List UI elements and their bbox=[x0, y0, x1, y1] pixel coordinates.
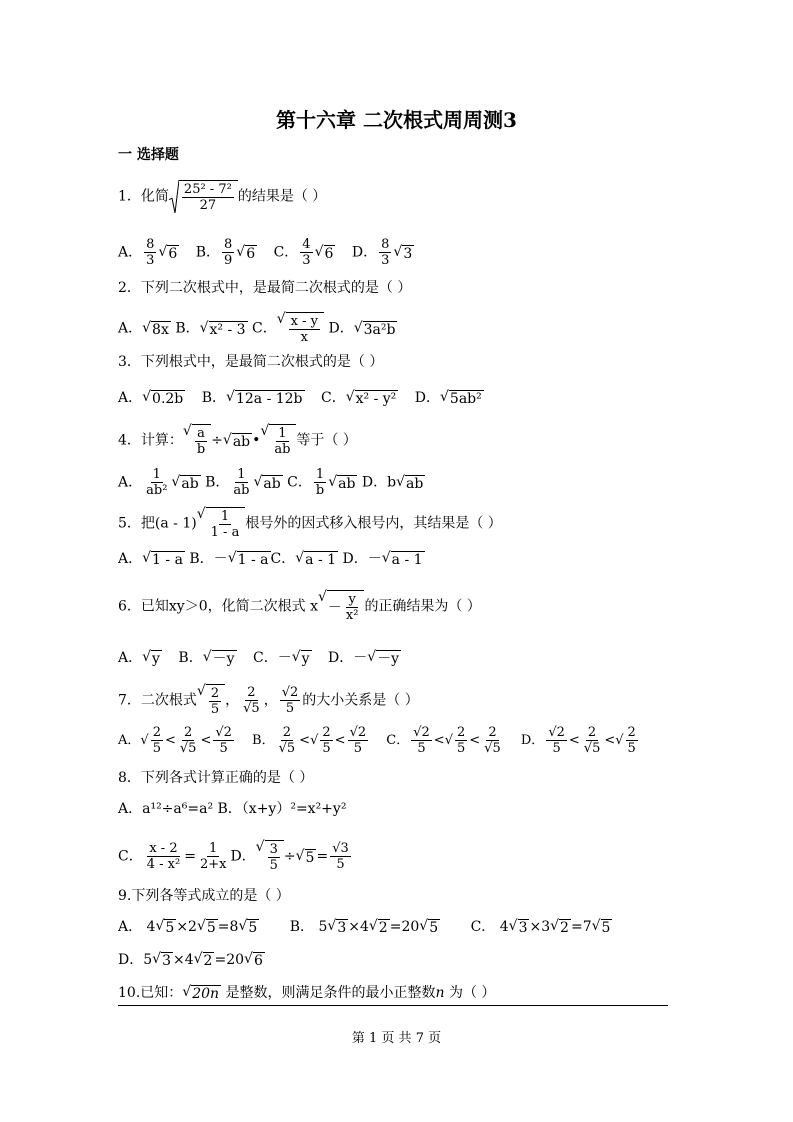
q4-options: A． $\frac{1}{\text{ab²}}$ √ ab B． $\frac{1}{ab}$ √ ab C． $\frac{1}{b}$ √ ab D．b √ ab bbox=[118, 467, 424, 498]
lt: < bbox=[164, 733, 176, 748]
radicand: 5 bbox=[601, 920, 611, 936]
opt-label: C． bbox=[287, 474, 312, 491]
q1-options: A． $\frac{8}{3}$ √ 6 B． $\frac{8}{9}$ √ 6 C． $\frac{4}{3}$ √ 6 D． $\frac{8}{3}$ √ 3 bbox=[118, 237, 413, 268]
section-heading: 一 选择题 bbox=[118, 147, 179, 163]
radicand: y bbox=[301, 651, 310, 667]
frac-den: 5 bbox=[210, 702, 220, 717]
times: ×3 bbox=[529, 919, 551, 935]
frac-num: 2 bbox=[488, 725, 497, 740]
radicand: －y bbox=[212, 651, 235, 667]
radicand: 12a - 12b bbox=[235, 391, 303, 407]
radicand: 2 bbox=[560, 920, 569, 936]
frac-den: ab bbox=[274, 442, 291, 457]
radicand: x² - 3 bbox=[209, 321, 246, 338]
frac-den: 1 - a bbox=[210, 525, 240, 540]
q9-options-abc: A． 4 √ 5 ×2 √ 5 =8 √ 5 B． 5 √ 3 ×4 √ 2 =20 √ 5 C． 4 √ 3 ×3 √ 2 =7 √ 5 bbox=[118, 918, 611, 936]
frac-num: √3 bbox=[332, 841, 349, 856]
frac-num: 2 bbox=[184, 725, 193, 740]
eq: = bbox=[184, 848, 196, 865]
q8-options-cd: C． $\frac{x - 2}{\text{4 - x²}}$ = $\frac{1}{2+x}$ D． √ $\frac{3}{5}$ ÷ √ 5 = $\frac{√3}{5}$ bbox=[118, 839, 349, 873]
frac-den: 4 - x² bbox=[146, 857, 181, 872]
frac-den: x² bbox=[345, 608, 359, 623]
frac-den: 3 bbox=[302, 253, 311, 268]
frac-den: ab² bbox=[146, 483, 168, 498]
frac-den: √5 bbox=[484, 741, 501, 756]
lt: < bbox=[604, 733, 616, 748]
radicand: 2 bbox=[203, 953, 213, 969]
q2-options: A． √ 8x B． √ x² - 3 C． √ $\frac{x - y}{x}$ D． √ 3a²b bbox=[118, 311, 396, 345]
opt-label: D． bbox=[520, 733, 545, 748]
radicand: 5 bbox=[305, 849, 315, 866]
div: ÷ bbox=[283, 848, 296, 865]
radicand: －y bbox=[377, 651, 400, 667]
opt-label: D． bbox=[361, 474, 388, 491]
q1-radical bbox=[169, 180, 238, 213]
frac-den: 3 bbox=[381, 253, 390, 268]
opt-label: A． bbox=[118, 390, 143, 406]
radicand: 3 bbox=[518, 920, 528, 936]
opt-label: B． bbox=[175, 320, 200, 337]
q8-options-ab: A．a¹²÷a⁶=a² B．（x+y）²=x²+y² bbox=[118, 801, 347, 817]
frac-num: 1 bbox=[220, 509, 230, 524]
frac-num: a bbox=[197, 426, 205, 441]
radicand: 5 bbox=[206, 920, 216, 936]
frac-num: 2 bbox=[210, 686, 220, 701]
q4-stem: 4．计算： bbox=[118, 432, 183, 449]
opt-label: D． bbox=[328, 320, 354, 337]
frac-den: 5 bbox=[627, 741, 636, 756]
radicand: 6 bbox=[324, 245, 334, 262]
eq: =20 bbox=[214, 952, 245, 968]
times: ×4 bbox=[348, 919, 369, 935]
question-5: 5．把(a - 1) √ $\frac{1}{1 - a}$ 根号外的因式移入根号内，其结果是（ ） bbox=[118, 506, 502, 540]
q7-options: A．√ $\frac{2}{5}$ < $\frac{2}{√5}$ < $\frac{√2}{5}$ B． $\frac{2}{√5}$ <√ $\frac{2}{5}$ < $\frac{√2}{5}$ C． $\frac{√2}{5}$ <√ $\frac{2}{5}$ < $\frac{2}{√5}$ D． $\frac{√2}{5}$ < $\frac{2}{√5}$ <√ $\frac{2}{5}$ bbox=[118, 725, 636, 756]
radicand: a - 1 bbox=[305, 552, 337, 568]
opt-label: A． bbox=[118, 733, 141, 748]
q1-denominator: 27 bbox=[199, 198, 217, 213]
frac-num: 8 bbox=[224, 237, 233, 252]
q7-stem: 7．二次根式 bbox=[118, 692, 197, 709]
frac-den: x bbox=[300, 330, 309, 345]
radicand: 3 bbox=[403, 245, 413, 262]
opt-label: C．－ bbox=[253, 650, 292, 666]
frac-den: √5 bbox=[583, 741, 601, 756]
opt-label: A． bbox=[118, 474, 143, 491]
operator: ÷ bbox=[211, 432, 223, 449]
opt-label: B． bbox=[252, 733, 275, 748]
radicand: 20n bbox=[192, 986, 220, 1002]
frac-num: x - 2 bbox=[149, 841, 178, 856]
radicand: 6 bbox=[246, 245, 256, 262]
q1-numerator: 25² - 7² bbox=[183, 182, 232, 197]
frac-den: 5 bbox=[285, 701, 295, 716]
frac-num: 3 bbox=[269, 842, 278, 857]
frac-den: 5 bbox=[336, 857, 345, 872]
question-7: 7．二次根式 √ $\frac{2}{5}$ ， $\frac{2}{√5}$ ， $\frac{√2}{5}$ 的大小关系是（ ） bbox=[118, 683, 419, 717]
opt-label: A． bbox=[118, 320, 143, 337]
frac-den: 5 bbox=[353, 741, 362, 756]
radicand: 5 bbox=[429, 920, 439, 936]
q1-stem-end: 的结果是（ ） bbox=[237, 188, 327, 205]
lt: < bbox=[299, 733, 311, 748]
lt: < bbox=[334, 733, 346, 748]
eq: =20 bbox=[389, 919, 420, 935]
lt: < bbox=[469, 733, 481, 748]
opt-label: A． bbox=[118, 650, 143, 666]
frac-den: √5 bbox=[278, 741, 296, 756]
q7-stem-end: 的大小关系是（ ） bbox=[302, 692, 419, 709]
lt: < bbox=[433, 733, 445, 748]
opt-label: B． bbox=[178, 650, 203, 666]
q4-stem-end: 等于（ ） bbox=[296, 432, 357, 449]
frac-den: 3 bbox=[146, 253, 155, 268]
page-title: 第十六章 二次根式周周测3 bbox=[276, 108, 517, 132]
variable-n: n bbox=[435, 985, 445, 1001]
frac-den: 5 bbox=[269, 858, 278, 873]
question-9: 9.下列各等式成立的是（ ） bbox=[118, 888, 290, 904]
frac-num: 8 bbox=[146, 237, 155, 252]
opt-label: D．－ bbox=[328, 650, 368, 666]
opt-label: C． bbox=[320, 390, 346, 406]
page-footer: 第 1 页 共 7 页 bbox=[351, 1031, 442, 1046]
frac-num: 1 bbox=[152, 467, 161, 482]
frac-num: 2 bbox=[282, 725, 292, 740]
lt: < bbox=[200, 733, 212, 748]
q6-stem-end: 的正确结果为（ ） bbox=[364, 598, 481, 615]
opt-label: C． bbox=[386, 733, 410, 748]
frac-den: ab bbox=[233, 483, 250, 498]
frac-den: 5 bbox=[417, 741, 426, 756]
radicand: ab bbox=[263, 475, 281, 492]
opt-label: C． 4 bbox=[470, 919, 509, 935]
opt-label: D． bbox=[230, 848, 256, 865]
radicand: a - 1 bbox=[391, 552, 423, 568]
opt-label: B． bbox=[195, 244, 220, 261]
q5-stem-end: 根号外的因式移入根号内，其结果是（ ） bbox=[245, 515, 502, 532]
q3-options: A． √ 0.2b B． √ 12a - 12b C． √ x² - y² D． √ 5ab² bbox=[118, 389, 482, 407]
opt-label: C． bbox=[273, 244, 299, 261]
frac-num: 2 bbox=[627, 725, 636, 740]
frac-num: √2 bbox=[548, 725, 565, 740]
q6-options: A． √ y B． √ －y C．－ √ y D．－ √ －y bbox=[118, 649, 400, 667]
frac-num: √2 bbox=[281, 685, 299, 700]
frac-num: y bbox=[348, 592, 356, 607]
opt-label: A． 4 bbox=[118, 919, 156, 935]
frac-den: 5 bbox=[219, 741, 228, 756]
operator: • bbox=[252, 432, 261, 449]
radicand: 2 bbox=[378, 920, 388, 936]
frac-num: 2 bbox=[152, 725, 161, 740]
question-3: 3．下列根式中，是最简二次根式的是（ ） bbox=[118, 354, 384, 370]
frac-num: x - y bbox=[290, 314, 319, 329]
eq: =8 bbox=[217, 919, 239, 935]
question-10: 10.已知： √ 20n 是整数，则满足条件的最小正整数n 为（ ） bbox=[118, 984, 496, 1002]
opt-label: B． bbox=[205, 474, 230, 491]
frac-num: 2 bbox=[247, 685, 256, 700]
opt-label: C． bbox=[118, 848, 143, 865]
frac-num: 8 bbox=[381, 237, 390, 252]
opt-label: C． bbox=[252, 320, 277, 337]
q5-stem: 5．把 bbox=[118, 515, 155, 532]
frac-num: √2 bbox=[349, 725, 367, 740]
radicand: 5 bbox=[165, 920, 175, 936]
frac-num: 4 bbox=[302, 237, 311, 252]
frac-den: 9 bbox=[224, 253, 233, 268]
radicand: 6 bbox=[168, 245, 178, 262]
radicand: 3a²b bbox=[363, 321, 396, 338]
radicand: 6 bbox=[253, 953, 263, 969]
footer-divider bbox=[118, 1005, 668, 1006]
eq: = bbox=[316, 848, 329, 865]
q10-stem: 10.已知： bbox=[118, 985, 183, 1001]
radicand: 1 - a bbox=[152, 552, 183, 568]
question-1 bbox=[118, 180, 326, 213]
radicand: 8x bbox=[152, 321, 169, 338]
radicand: y bbox=[152, 651, 160, 667]
frac-den: √5 bbox=[179, 741, 197, 756]
frac-num: 1 bbox=[209, 841, 218, 856]
lt: < bbox=[568, 733, 580, 748]
question-6: 6．已知xy＞0，化简二次根式 x √ － $\frac{y}{\text{x²}}$ 的正确结果为（ ） bbox=[118, 589, 481, 623]
question-4: 4．计算： √ $\frac{a}{b}$ ÷ √ ab • √ $\frac{1}{ab}$ 等于（ ） bbox=[118, 423, 357, 457]
times: ×4 bbox=[172, 952, 194, 968]
opt-label: A． bbox=[118, 551, 143, 567]
q1-stem: 1．化简 bbox=[118, 188, 169, 205]
opt-label: A． bbox=[118, 244, 143, 261]
frac-den: 2+x bbox=[199, 857, 227, 872]
opt-label: C． bbox=[270, 551, 296, 567]
frac-num: 2 bbox=[456, 725, 466, 740]
minus: － bbox=[327, 599, 342, 616]
opt-label: B． 5 bbox=[289, 919, 328, 935]
q10-stem-end: 为（ ） bbox=[444, 985, 496, 1001]
radicand: 5ab² bbox=[449, 391, 482, 407]
question-8: 8．下列各式计算正确的是（ ） bbox=[118, 770, 314, 786]
radicand: 1 - a bbox=[237, 552, 269, 568]
frac-num: 1 bbox=[237, 467, 246, 482]
radicand: x² - y² bbox=[355, 391, 397, 407]
frac-den: b bbox=[315, 483, 325, 498]
opt-label: D． bbox=[351, 244, 378, 261]
factor: (a - 1) bbox=[154, 515, 197, 532]
q5-options: A． √ 1 - a B．－ √ 1 - a C． √ a - 1 D．－ √ a - 1 bbox=[118, 550, 423, 568]
q9-option-d: D．5 √ 3 ×4 √ 2 =20 √ 6 bbox=[118, 951, 263, 969]
q10-stem-mid: 是整数，则满足条件的最小正整数 bbox=[221, 985, 436, 1001]
frac-num: 1 bbox=[315, 467, 325, 482]
radicand: 3 bbox=[337, 920, 347, 936]
times: ×2 bbox=[176, 919, 197, 935]
frac-num: 2 bbox=[322, 725, 331, 740]
radicand: ab bbox=[232, 433, 251, 450]
eq: =7 bbox=[570, 919, 592, 935]
opt-label: B．－ bbox=[189, 551, 228, 567]
frac-den: 5 bbox=[152, 741, 161, 756]
frac-num: √2 bbox=[413, 725, 430, 740]
radicand: ab bbox=[338, 475, 356, 492]
frac-den: 5 bbox=[456, 741, 466, 756]
q6-stem: 6．已知xy＞0，化简二次根式 x bbox=[118, 598, 318, 615]
coef: b bbox=[387, 474, 397, 491]
frac-num: 1 bbox=[278, 426, 287, 441]
frac-den: 5 bbox=[552, 741, 561, 756]
opt-label: B． bbox=[201, 390, 227, 406]
radicand: 3 bbox=[162, 953, 171, 969]
opt-label: D．－ bbox=[342, 551, 382, 567]
frac-num: √2 bbox=[215, 725, 232, 740]
frac-num: 2 bbox=[587, 725, 597, 740]
frac-den: b bbox=[196, 442, 206, 457]
frac-den: 5 bbox=[322, 741, 331, 756]
radicand: 0.2b bbox=[152, 391, 184, 407]
radicand: ab bbox=[406, 475, 424, 492]
frac-den: √5 bbox=[243, 701, 260, 716]
radicand: 5 bbox=[248, 920, 258, 936]
opt-label: D． bbox=[414, 390, 440, 406]
radicand: ab bbox=[181, 475, 199, 492]
question-2: 2．下列二次根式中，是最简二次根式的是（ ） bbox=[118, 280, 412, 296]
opt-label: D．5 bbox=[118, 952, 153, 968]
